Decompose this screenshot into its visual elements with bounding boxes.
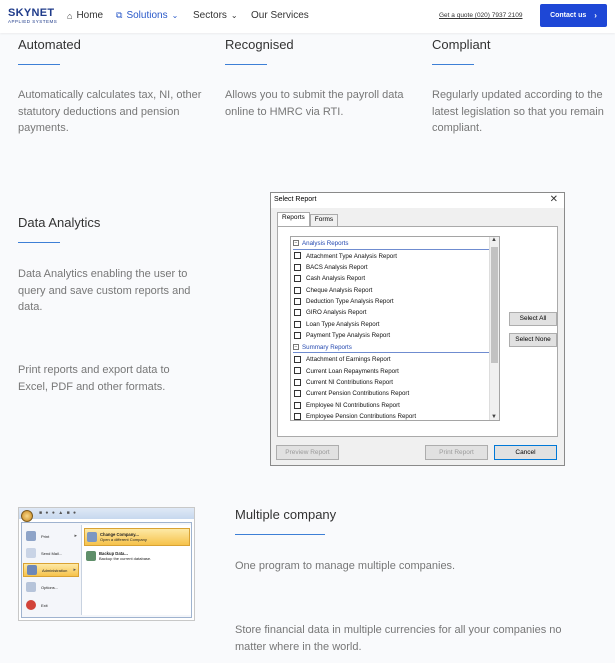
- list-item[interactable]: [293, 273, 489, 284]
- app-menu-left: [23, 525, 79, 615]
- site-header: [0, 0, 615, 33]
- chevron-right-icon: ▸: [73, 567, 76, 573]
- list-item[interactable]: [293, 411, 489, 421]
- list-item[interactable]: [293, 377, 489, 388]
- feature-title-automated: Automated: [18, 37, 81, 52]
- report-name: Cheque Analysis Report: [306, 286, 373, 294]
- multi-currency-text: Store financial data in multiple currencies for all your companies no matter where in the world.: [235, 624, 562, 653]
- checkbox[interactable]: [294, 287, 301, 294]
- nav-sectors[interactable]: [193, 10, 238, 21]
- contact-us-label: Contact us: [550, 12, 587, 19]
- report-name: Loan Type Analysis Report: [306, 320, 380, 328]
- logo-tagline: APPLIED SYSTEMS: [8, 19, 58, 24]
- select-report-dialog: [270, 192, 565, 466]
- group-label: Summary Reports: [302, 343, 352, 351]
- select-none-button[interactable]: Select None: [509, 333, 557, 347]
- report-name: Current Loan Repayments Report: [306, 367, 399, 375]
- menu-item-subtitle: Open a different Company: [100, 537, 147, 542]
- title-underline: [225, 64, 267, 65]
- app-menu: [21, 522, 192, 618]
- dialog-title: Select Report: [274, 196, 317, 203]
- checkbox[interactable]: [294, 309, 301, 316]
- checkbox[interactable]: [294, 252, 301, 259]
- list-item[interactable]: [293, 388, 489, 399]
- report-name: Cash Analysis Report: [306, 275, 366, 283]
- menu-item-exit[interactable]: [23, 598, 79, 612]
- title-underline: [235, 534, 325, 535]
- group-summary-reports[interactable]: [293, 342, 489, 354]
- checkbox[interactable]: [294, 402, 301, 409]
- report-name: Payment Type Analysis Report: [306, 332, 391, 340]
- title-underline: [432, 64, 474, 65]
- checkbox[interactable]: [294, 379, 301, 386]
- list-item[interactable]: [293, 251, 489, 262]
- scroll-down-icon[interactable]: ▼: [491, 414, 497, 420]
- menu-item-options[interactable]: [23, 580, 79, 594]
- options-icon: [26, 582, 36, 592]
- feature-title-recognised: Recognised: [225, 37, 294, 52]
- checkbox[interactable]: [294, 390, 301, 397]
- collapse-icon[interactable]: −: [294, 240, 298, 247]
- report-name: GIRO Analysis Report: [306, 309, 367, 317]
- checkbox[interactable]: [294, 275, 301, 282]
- report-name: Current NI Contributions Report: [306, 378, 394, 386]
- home-icon: ⌂: [67, 10, 73, 21]
- menu-item-label: Send Mail...: [41, 550, 63, 556]
- report-name: Attachment of Earnings Report: [306, 356, 391, 364]
- multi-company-title: Multiple company: [235, 507, 337, 522]
- report-name: Current Pension Contributions Report: [306, 390, 410, 398]
- group-analysis-reports[interactable]: [293, 238, 489, 250]
- logo-wordmark: SKYNET: [8, 7, 55, 19]
- checkbox[interactable]: [294, 356, 301, 363]
- dialog-tabs: [277, 214, 338, 226]
- list-item[interactable]: [293, 307, 489, 318]
- exit-icon: [26, 600, 36, 610]
- group-label: Analysis Reports: [302, 240, 349, 247]
- nav-solutions-label: Solutions: [126, 10, 168, 21]
- tab-reports[interactable]: Reports: [277, 212, 310, 226]
- admin-icon: [27, 565, 37, 575]
- app-menu-right: [81, 525, 191, 615]
- menu-item-backup-data[interactable]: [84, 548, 190, 566]
- menu-item-label: Administration: [42, 567, 68, 573]
- checkbox[interactable]: [294, 367, 301, 374]
- analytics-title: Data Analytics: [18, 215, 101, 230]
- list-item[interactable]: [293, 262, 489, 273]
- menu-item-label: Exit: [41, 602, 48, 608]
- feature-text-recognised: Allows you to submit the payroll data online to HMRC via RTI.: [225, 89, 404, 118]
- scroll-up-icon[interactable]: ▲: [491, 237, 497, 243]
- nav-home-label: Home: [76, 10, 104, 21]
- scrollbar-thumb[interactable]: [491, 247, 498, 363]
- multi-company-screenshot: [18, 507, 195, 621]
- company-icon: [87, 532, 97, 542]
- menu-item-print[interactable]: [23, 529, 79, 543]
- checkbox[interactable]: [294, 332, 301, 339]
- menu-item-subtitle: Backup the current database.: [99, 556, 152, 561]
- report-list[interactable]: [290, 236, 500, 421]
- quote-phone-link[interactable]: Get a quote (020) 7937 2109: [439, 12, 523, 19]
- report-name: BACS Analysis Report: [306, 263, 368, 271]
- select-all-button[interactable]: Select All: [509, 312, 557, 326]
- nav-sectors-label: Sectors: [193, 10, 227, 21]
- cancel-button[interactable]: Cancel: [494, 445, 557, 460]
- chevron-right-icon: ▸: [74, 533, 77, 539]
- tab-forms[interactable]: Forms: [310, 214, 338, 226]
- list-item[interactable]: [293, 330, 489, 341]
- nav-home[interactable]: [67, 10, 103, 21]
- quick-access-icons: ■ ● ● ▲ ■ ●: [39, 510, 77, 516]
- list-item[interactable]: [293, 285, 489, 296]
- skynet-logo[interactable]: [8, 7, 58, 27]
- chevron-right-icon: ›: [594, 11, 597, 20]
- nav-our-services[interactable]: [251, 10, 309, 21]
- printer-icon: [26, 531, 36, 541]
- close-icon[interactable]: ✕: [549, 194, 558, 205]
- menu-item-title: Backup Data...: [99, 551, 128, 556]
- chevron-down-icon: ⌄: [171, 11, 179, 20]
- report-name: Deduction Type Analysis Report: [306, 298, 394, 306]
- preview-report-button[interactable]: Preview Report: [276, 445, 339, 460]
- title-underline: [18, 64, 60, 65]
- chevron-down-icon: ⌄: [230, 11, 238, 20]
- app-menu-orb-icon[interactable]: [21, 510, 33, 522]
- menu-item-label: Print: [41, 533, 50, 539]
- list-item[interactable]: [293, 400, 489, 411]
- menu-item-label: Options...: [41, 584, 59, 590]
- menu-item-send-mail[interactable]: [23, 546, 79, 560]
- contact-us-button[interactable]: [540, 4, 607, 27]
- nav-solutions[interactable]: [116, 10, 178, 21]
- list-scrollbar[interactable]: [489, 237, 499, 420]
- list-item[interactable]: [293, 354, 489, 365]
- checkbox[interactable]: [294, 264, 301, 271]
- checkbox[interactable]: [294, 321, 301, 328]
- checkbox[interactable]: [294, 413, 301, 420]
- reports-tab-panel: [277, 226, 558, 437]
- multi-company-text: One program to manage multiple companies.: [235, 560, 456, 572]
- report-name: Employee Pension Contributions Report: [306, 413, 417, 421]
- analytics-export-text: Print reports and export data to Excel, PDF and other formats.: [18, 364, 170, 393]
- menu-item-change-company[interactable]: [84, 528, 190, 546]
- report-name: Employee NI Contributions Report: [306, 401, 400, 409]
- app-toolbar: [19, 508, 194, 519]
- print-report-button[interactable]: Print Report: [425, 445, 488, 460]
- feature-text-compliant: Regularly updated according to the latest legislation so that you remain compliant.: [432, 89, 604, 134]
- title-underline: [18, 242, 60, 243]
- grid-icon: ⧉: [116, 10, 123, 20]
- report-name: Attachment Type Analysis Report: [306, 252, 398, 260]
- menu-item-title: Change Company...: [100, 532, 139, 537]
- dialog-title-bar: [271, 193, 564, 208]
- list-item[interactable]: [293, 296, 489, 307]
- report-list-items: [293, 238, 489, 421]
- list-item[interactable]: [293, 319, 489, 330]
- list-item[interactable]: [293, 366, 489, 377]
- menu-item-administration[interactable]: [23, 563, 79, 577]
- analytics-text: Data Analytics enabling the user to query and save custom reports and data.: [18, 268, 191, 313]
- mail-icon: [26, 548, 36, 558]
- backup-icon: [86, 551, 96, 561]
- collapse-icon[interactable]: −: [294, 343, 298, 350]
- nav-our-services-label: Our Services: [251, 10, 309, 21]
- feature-text-automated: Automatically calculates tax, NI, other statutory deductions and pension payments.: [18, 89, 202, 134]
- checkbox[interactable]: [294, 298, 301, 305]
- feature-title-compliant: Compliant: [432, 37, 491, 52]
